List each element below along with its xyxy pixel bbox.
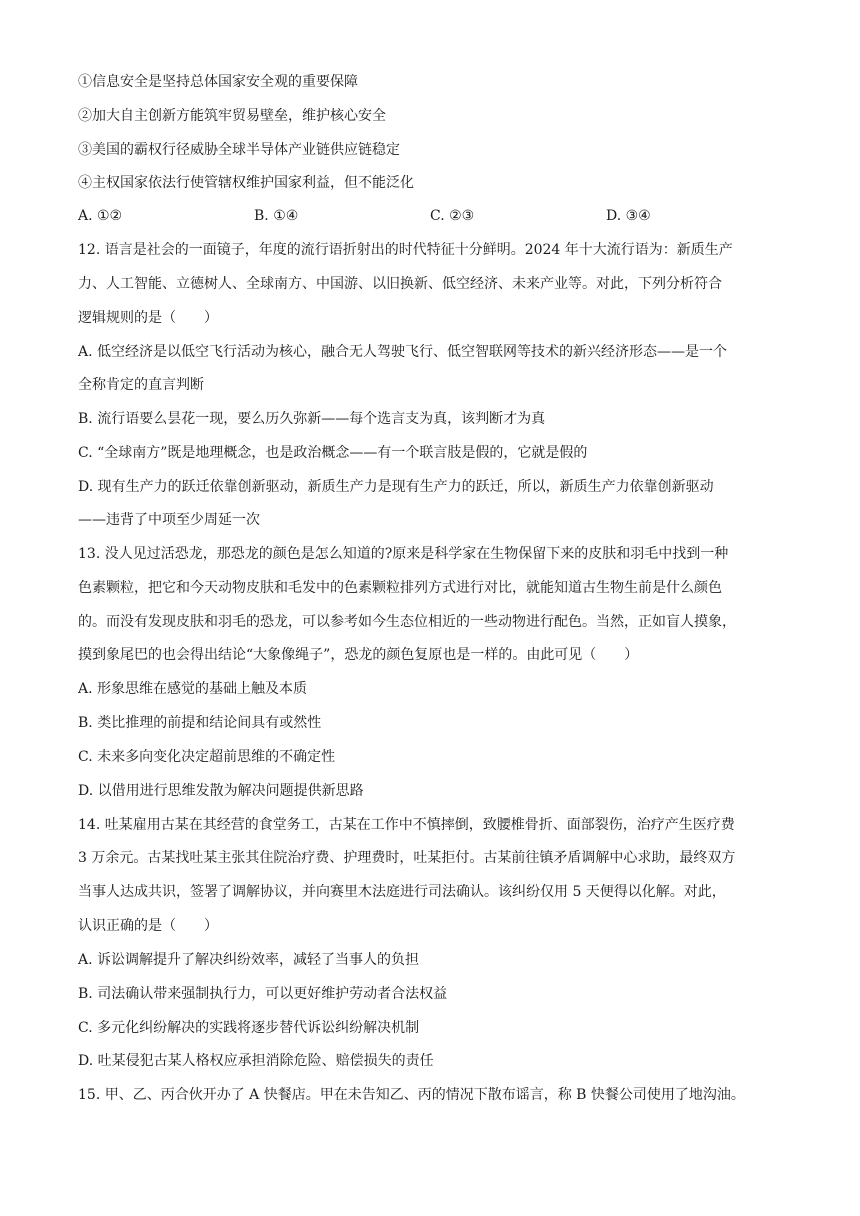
q11-statement-1: ①信息安全是坚持总体国家安全观的重要保障 — [78, 74, 358, 90]
q12-option-d[interactable]: D. 现有生产力的跃迁依靠创新驱动，新质生产力是现有生产力的跃迁，所以，新质生产力依靠创新驱动 — [78, 479, 714, 495]
q11-options — [78, 206, 778, 226]
q12-stem-line-2: 力、人工智能、立德树人、全球南方、中国游、以旧换新、低空经济、未来产业等。对此，下列分析符合 — [78, 276, 722, 292]
q11-statement-2: ②加大自主创新方能筑牢贸易壁垒，维护核心安全 — [78, 108, 386, 124]
q12-option-a-cont: 全称肯定的直言判断 — [78, 377, 204, 393]
q12-option-d-cont: ——违背了中项至少周延一次 — [78, 512, 260, 528]
q14-stem-line-4: 认识正确的是（ ） — [78, 918, 218, 934]
q13-option-d[interactable]: D. 以借用进行思维发散为解决问题提供新思路 — [78, 783, 364, 799]
q14-option-d[interactable]: D. 吐某侵犯古某人格权应承担消除危险、赔偿损失的责任 — [78, 1053, 434, 1069]
q14-stem-line-2: 3 万余元。古某找吐某主张其住院治疗费、护理费时，吐某拒付。古某前往镇矛盾调解中心求助，最终双方 — [78, 850, 736, 866]
q11-option-a[interactable]: A. ①② — [78, 208, 123, 224]
q12-option-a[interactable]: A. 低空经济是以低空飞行活动为核心，融合无人驾驶飞行、低空智联网等技术的新兴经济形态——是一个 — [78, 344, 728, 360]
q11-option-c[interactable]: C. ②③ — [430, 208, 475, 224]
q11-option-d[interactable]: D. ③④ — [606, 208, 651, 224]
q14-option-c[interactable]: C. 多元化纠纷解决的实践将逐步替代诉讼纠纷解决机制 — [78, 1020, 420, 1036]
q11-statement-4: ④主权国家依法行使管辖权维护国家利益，但不能泛化 — [78, 175, 414, 191]
q12-option-c[interactable]: C. “全球南方”既是地理概念，也是政治概念——有一个联言肢是假的，它就是假的 — [78, 445, 588, 461]
q13-stem-line-3: 的。而没有发现皮肤和羽毛的恐龙，可以参考如今生态位相近的一些动物进行配色。当然，正如盲人摸象， — [78, 614, 736, 630]
q13-stem-line-4: 摸到象尾巴的也会得出结论“大象像绳子”，恐龙的颜色复原也是一样的。由此可见（ ） — [78, 647, 639, 663]
q14-option-a[interactable]: A. 诉讼调解提升了解决纠纷效率，减轻了当事人的负担 — [78, 952, 420, 968]
q14-stem-line-1: 14. 吐某雇用古某在其经营的食堂务工，古某在工作中不慎摔倒，致腰椎骨折、面部裂伤，治疗产生医疗费 — [78, 817, 735, 833]
q12-stem-line-1: 12. 语言是社会的一面镜子，年度的流行语折射出的时代特征十分鲜明。2024 年十大流行语为：新质生产 — [78, 242, 733, 258]
q13-stem-line-2: 色素颗粒，把它和今天动物皮肤和毛发中的色素颗粒排列方式进行对比，就能知道古生物生前是什么颜色 — [78, 580, 722, 596]
q11-option-b[interactable]: B. ①④ — [254, 208, 299, 224]
q13-option-b[interactable]: B. 类比推理的前提和结论间具有或然性 — [78, 715, 322, 731]
q11-statement-3: ③美国的霸权行径威胁全球半导体产业链供应链稳定 — [78, 142, 400, 158]
q13-stem-line-1: 13. 没人见过活恐龙，那恐龙的颜色是怎么知道的?原来是科学家在生物保留下来的皮肤和羽毛中找到一种 — [78, 546, 729, 562]
q14-option-b[interactable]: B. 司法确认带来强制执行力，可以更好维护劳动者合法权益 — [78, 986, 448, 1002]
q12-stem-line-3: 逻辑规则的是（ ） — [78, 310, 218, 326]
q14-stem-line-3: 当事人达成共识，签署了调解协议，并向赛里木法庭进行司法确认。该纠纷仅用 5 天便得以化解。对此， — [78, 884, 726, 900]
q13-option-c[interactable]: C. 未来多向变化决定超前思维的不确定性 — [78, 749, 336, 765]
q13-option-a[interactable]: A. 形象思维在感觉的基础上触及本质 — [78, 681, 308, 697]
q12-option-b[interactable]: B. 流行语要么昙花一现，要么历久弥新——每个选言支为真，该判断才为真 — [78, 411, 546, 427]
q15-stem-line-1: 15. 甲、乙、丙合伙开办了 A 快餐店。甲在未告知乙、丙的情况下散布谣言，称 B 快餐公司使用了地沟油。 — [78, 1087, 745, 1103]
